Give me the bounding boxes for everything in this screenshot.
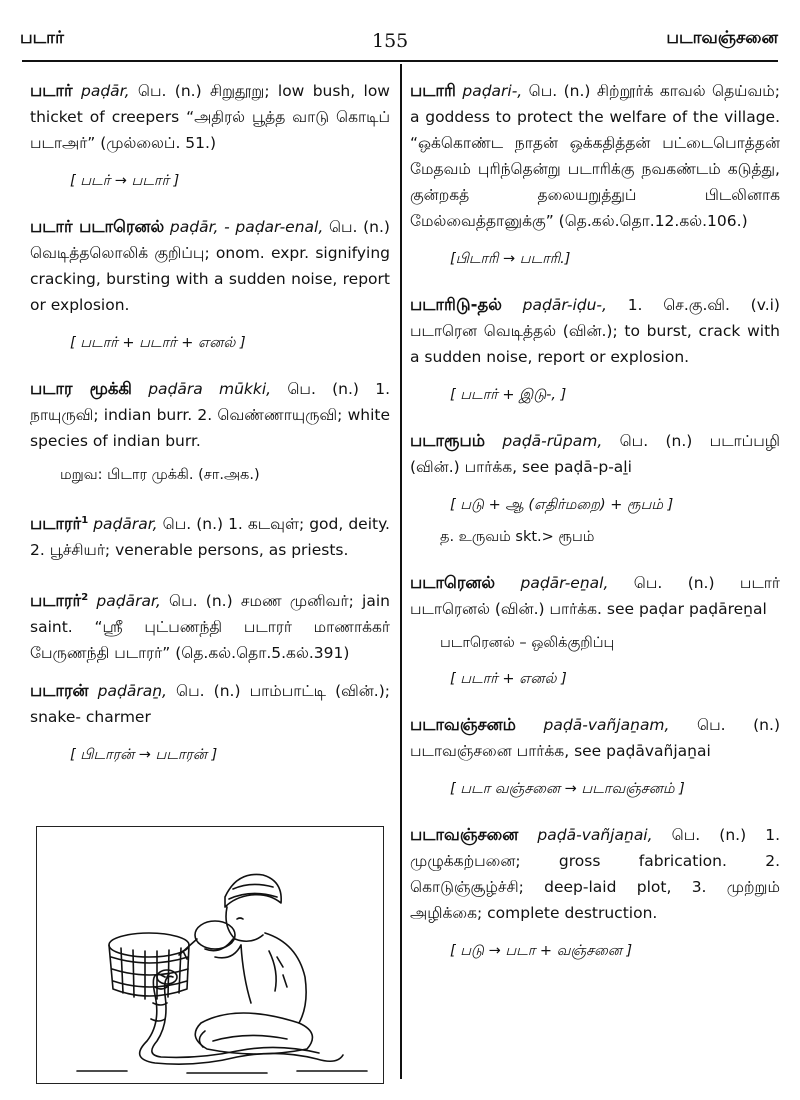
entry-headword: படாரி bbox=[410, 81, 456, 100]
entry-definition: பெ. (n.) சிறுதூறு; low bush, low thicket of creepers “அதிரல் பூத்த வாடு கொடிப் படாஅர்” (முல்லைப். 51.) bbox=[30, 82, 390, 152]
entry-definition: பெ. (n.) பாம்பாட்டி (வின்.); snake- charmer bbox=[30, 682, 390, 727]
dictionary-entry bbox=[30, 376, 390, 486]
entry-headword: படாவஞ்சனை bbox=[410, 825, 519, 844]
entry-etymology: [ படர் → படார் ] bbox=[70, 173, 180, 189]
entry-transliteration: paḍār-iḍu-, bbox=[522, 296, 607, 314]
entry-transliteration: paḍār-eṉal, bbox=[520, 574, 609, 592]
entry-superscript: 1 bbox=[81, 515, 89, 526]
entry-definition: பெ. (n.) 1. முழுக்கற்பனை; gross fabrication. 2. கொடுஞ்சூழ்ச்சி; deep-laid plot, 3. முற்றும் அழிக்கை; complete destruction. bbox=[410, 826, 781, 922]
entry-transliteration: paḍā-vañjaṉam, bbox=[543, 716, 670, 734]
entry-headword: படாரர் bbox=[30, 591, 82, 611]
entry-definition: பெ. (n.) படாவஞ்சனை பார்க்க, see paḍāvañjaṉai bbox=[410, 716, 780, 760]
entry-synonym-note: மறுவ: பிடார முக்கி. (சா.அக.) bbox=[60, 467, 260, 483]
entry-transliteration: paḍā-rūpam, bbox=[502, 432, 603, 450]
dictionary-entry bbox=[410, 570, 780, 690]
entry-transliteration: paḍār, - paḍar-enal, bbox=[169, 218, 324, 236]
entry-transliteration: paḍari-, bbox=[462, 82, 523, 100]
entry-definition: பெ. (n.) 1. நாயுருவி; indian burr. 2. வெண்ணாயுருவி; white species of indian burr. bbox=[30, 380, 390, 450]
entry-transliteration: paḍā-vañjaṉai, bbox=[537, 826, 653, 844]
snake-charmer-illustration bbox=[36, 826, 384, 1084]
entry-etymology: [ படார் + இடு-, ] bbox=[450, 387, 567, 403]
snake-charmer-icon bbox=[37, 827, 382, 1082]
entry-definition: பெ. (n.) படாப்பழி (வின்.) பார்க்க, see paḍā-p-aḻi bbox=[410, 432, 780, 476]
entry-transliteration: paḍāraṉ, bbox=[97, 682, 167, 701]
entry-headword: படாரூபம் bbox=[410, 431, 486, 450]
entry-definition: பெ. (n.) சிற்றூர்க் காவல் தெய்வம்; a goddess to protect the welfare of the village. “ஒக்கொண்ட நாதன் ஒக்கதித்தன் பட்டைபொத்தன் மேதவம் புரிந்தென்று படாரிக்கு நவகண்டம் கடுத்து, குன்றகத் தலையறுத்துப் பிடலினாக மேல்வைத்தானுக்கு” (தெ.கல்.தொ.12.கல்.106.) bbox=[410, 82, 780, 230]
entry-etymology: [ பிடாரன் → படாரன் ] bbox=[70, 747, 218, 764]
entry-definition: பெ. (n.) வெடித்தலொலிக் குறிப்பு; onom. expr. signifying cracking, bursting with a sudden noise, report or explosion. bbox=[30, 218, 390, 314]
entry-etymology: [ படார் + படார் + எனல் ] bbox=[70, 335, 246, 351]
entry-headword: படார் bbox=[30, 81, 73, 100]
entry-etymology: [ படார் + எனல் ] bbox=[450, 671, 567, 687]
dictionary-entry bbox=[30, 585, 390, 666]
entry-headword: படாரன் bbox=[30, 681, 89, 701]
dictionary-entry bbox=[410, 712, 780, 800]
entry-etymology: [ படா வஞ்சனை → படாவஞ்சனம் ] bbox=[450, 781, 685, 797]
dictionary-entry bbox=[410, 822, 780, 962]
dictionary-entry bbox=[30, 214, 390, 354]
entry-definition: பெ. (n.) 1. கடவுள்; god, deity. 2. பூச்சியர்; venerable persons, as priests. bbox=[30, 515, 390, 560]
entry-headword: படாரிடு-தல் bbox=[410, 295, 502, 314]
entry-gloss-note: படாரெனல் – ஒலிக்குறிப்பு bbox=[440, 635, 615, 651]
dictionary-entry bbox=[30, 678, 390, 766]
entry-headword: படாரெனல் bbox=[410, 573, 496, 592]
dictionary-entry bbox=[410, 78, 780, 270]
dictionary-entry bbox=[30, 78, 390, 192]
right-column bbox=[410, 78, 780, 962]
entry-transliteration: paḍārar, bbox=[96, 592, 161, 611]
entry-definition: பெ. (n.) படார் படாரெனல் (வின்.) பார்க்க. see paḍar paḍāreṉal bbox=[410, 574, 780, 618]
header-rule bbox=[22, 60, 778, 62]
page-number: 155 bbox=[372, 30, 409, 52]
entry-headword: படாவஞ்சனம் bbox=[410, 715, 516, 734]
entry-etymology: [ படு + ஆ (எதிர்மறை) + ரூபம் ] bbox=[450, 497, 674, 513]
entry-cognate-note: த. உருவம் skt.> ரூபம் bbox=[440, 529, 595, 545]
entry-transliteration: paḍār, bbox=[81, 82, 130, 100]
dictionary-entry bbox=[30, 508, 390, 563]
header-left-guide-word: படார் bbox=[20, 28, 64, 48]
entry-definition: பெ. (n.) சமண முனிவர்; jain saint. “ஸ்ரீ புட்பணந்தி படாரர் மாணாக்கர் பேருணந்தி படாரர்” (தெ.கல்.தொ.5.கல்.391) bbox=[30, 592, 390, 663]
page-header bbox=[0, 0, 800, 62]
column-divider bbox=[400, 64, 402, 1079]
left-column bbox=[30, 78, 390, 766]
entry-headword: படார் படாரெனல் bbox=[30, 217, 165, 236]
entry-etymology: [ படு → படா + வஞ்சனை ] bbox=[450, 943, 633, 959]
entry-definition: 1. செ.கு.வி. (v.i) படாரென வெடித்தல் (வின்.); to burst, crack with a sudden noise, report or explosion. bbox=[410, 296, 780, 366]
entry-headword: படார மூக்கி bbox=[30, 379, 132, 398]
dictionary-entry bbox=[410, 428, 780, 548]
entry-etymology: [பிடாரி → படாரி.] bbox=[450, 251, 571, 267]
dictionary-entry bbox=[410, 292, 780, 406]
entry-superscript: 2 bbox=[81, 592, 89, 604]
entry-transliteration: paḍāra mūkki, bbox=[148, 380, 272, 398]
entry-headword: படாரர் bbox=[30, 514, 82, 534]
header-right-guide-word: படாவஞ்சனை bbox=[666, 28, 778, 48]
entry-transliteration: paḍārar, bbox=[93, 515, 158, 534]
